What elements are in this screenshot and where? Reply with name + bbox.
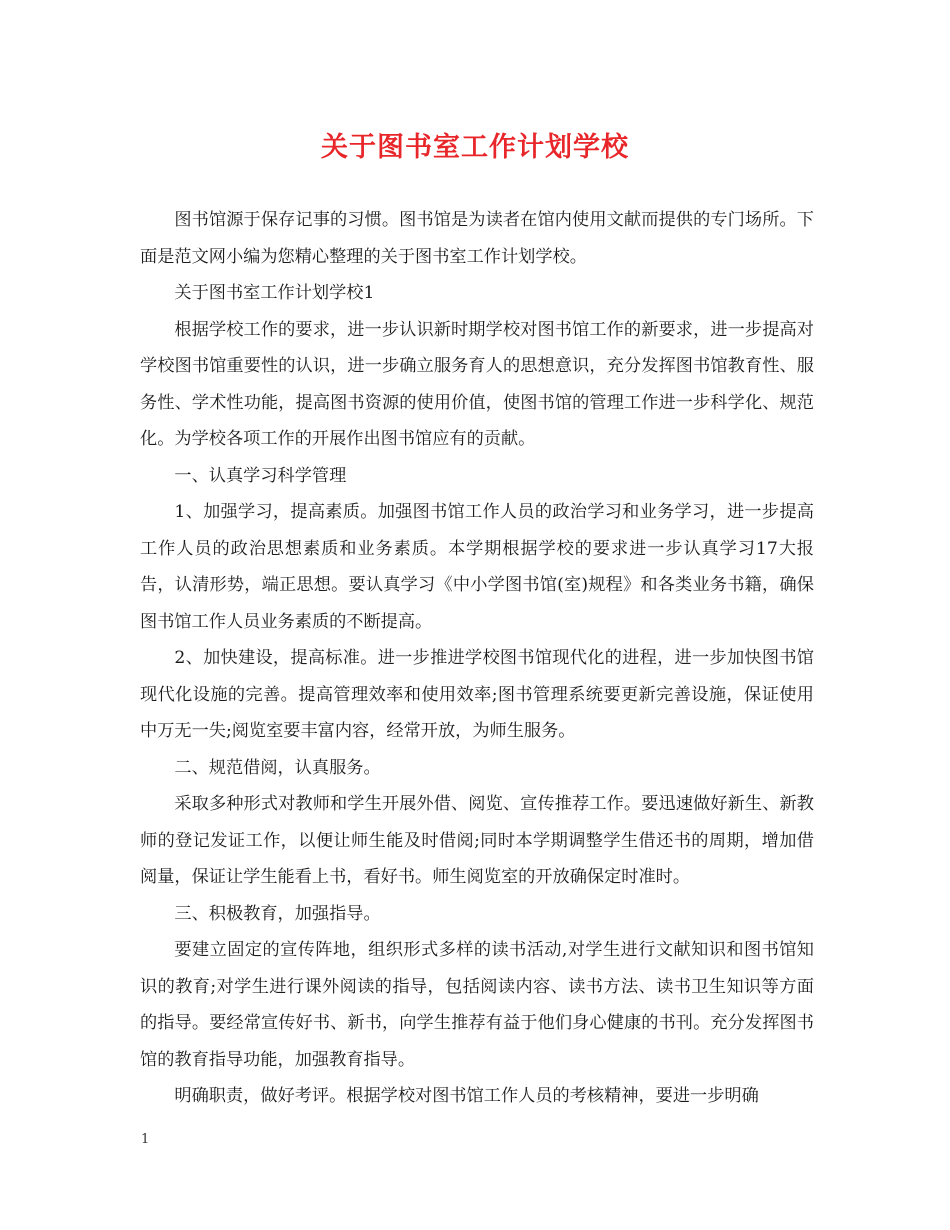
paragraph-guidance: 要建立固定的宣传阵地，组织形式多样的读书活动,对学生进行文献知识和图书馆知识的教育;对学生进行课外阅读的指导，包括阅读内容、读书方法、读书卫生知识等方面的指导。要经常宣传好书、新书，向学生推荐有益于他们身心健康的书刊。充分发挥图书馆的教育指导功能，加强教育指导。 [140,940,814,1070]
page-number: 1 [141,1132,150,1147]
paragraph-construction: 2、加快建设，提高标准。进一步推进学校图书馆现代化的进程，进一步加快图书馆现代化设施的完善。提高管理效率和使用效率;图书管理系统要更新完善设施，保证使用中万无一失;阅览室要丰富内容，经常开放，为师生服务。 [140,648,814,741]
paragraph-lending: 采取多种形式对教师和学生开展外借、阅览、宣传推荐工作。要迅速做好新生、新教师的登记发证工作，以便让师生能及时借阅;同时本学期调整学生借还书的周期，增加借阅量，保证让学生能看上书，看好书。师生阅览室的开放确保定时准时。 [140,794,814,887]
section-heading-3: 三、积极教育，加强指导。 [174,903,381,924]
document-body [140,202,814,1115]
paragraph-requirements: 根据学校工作的要求，进一步认识新时期学校对图书馆工作的新要求，进一步提高对学校图书馆重要性的认识，进一步确立服务育人的思想意识，充分发挥图书馆教育性、服务性、学术性功能，提高图书资源的使用价值，使图书馆的管理工作进一步科学化、规范化。为学校各项工作的开展作出图书馆应有的贡献。 [140,319,814,449]
paragraph-study: 1、加强学习，提高素质。加强图书馆工作人员的政治学习和业务学习，进一步提高工作人员的政治思想素质和业务素质。本学期根据学校的要求进一步认真学习17大报告，认清形势，端正思想。要认真学习《中小学图书馆(室)规程》和各类业务书籍，确保图书馆工作人员业务素质的不断提高。 [140,502,814,632]
section-heading-2: 二、规范借阅，认真服务。 [174,757,381,778]
section-heading-1: 一、认真学习科学管理 [174,465,347,486]
paragraph-subtitle: 关于图书室工作计划学校1 [174,283,375,303]
paragraph-duties: 明确职责，做好考评。根据学校对图书馆工作人员的考核精神，要进一步明确 [174,1086,759,1106]
document-title: 关于图书室工作计划学校 [321,132,629,163]
paragraph-intro: 图书馆源于保存记事的习惯。图书馆是为读者在馆内使用文献而提供的专门场所。下面是范文网小编为您精心整理的关于图书室工作计划学校。 [140,210,814,267]
